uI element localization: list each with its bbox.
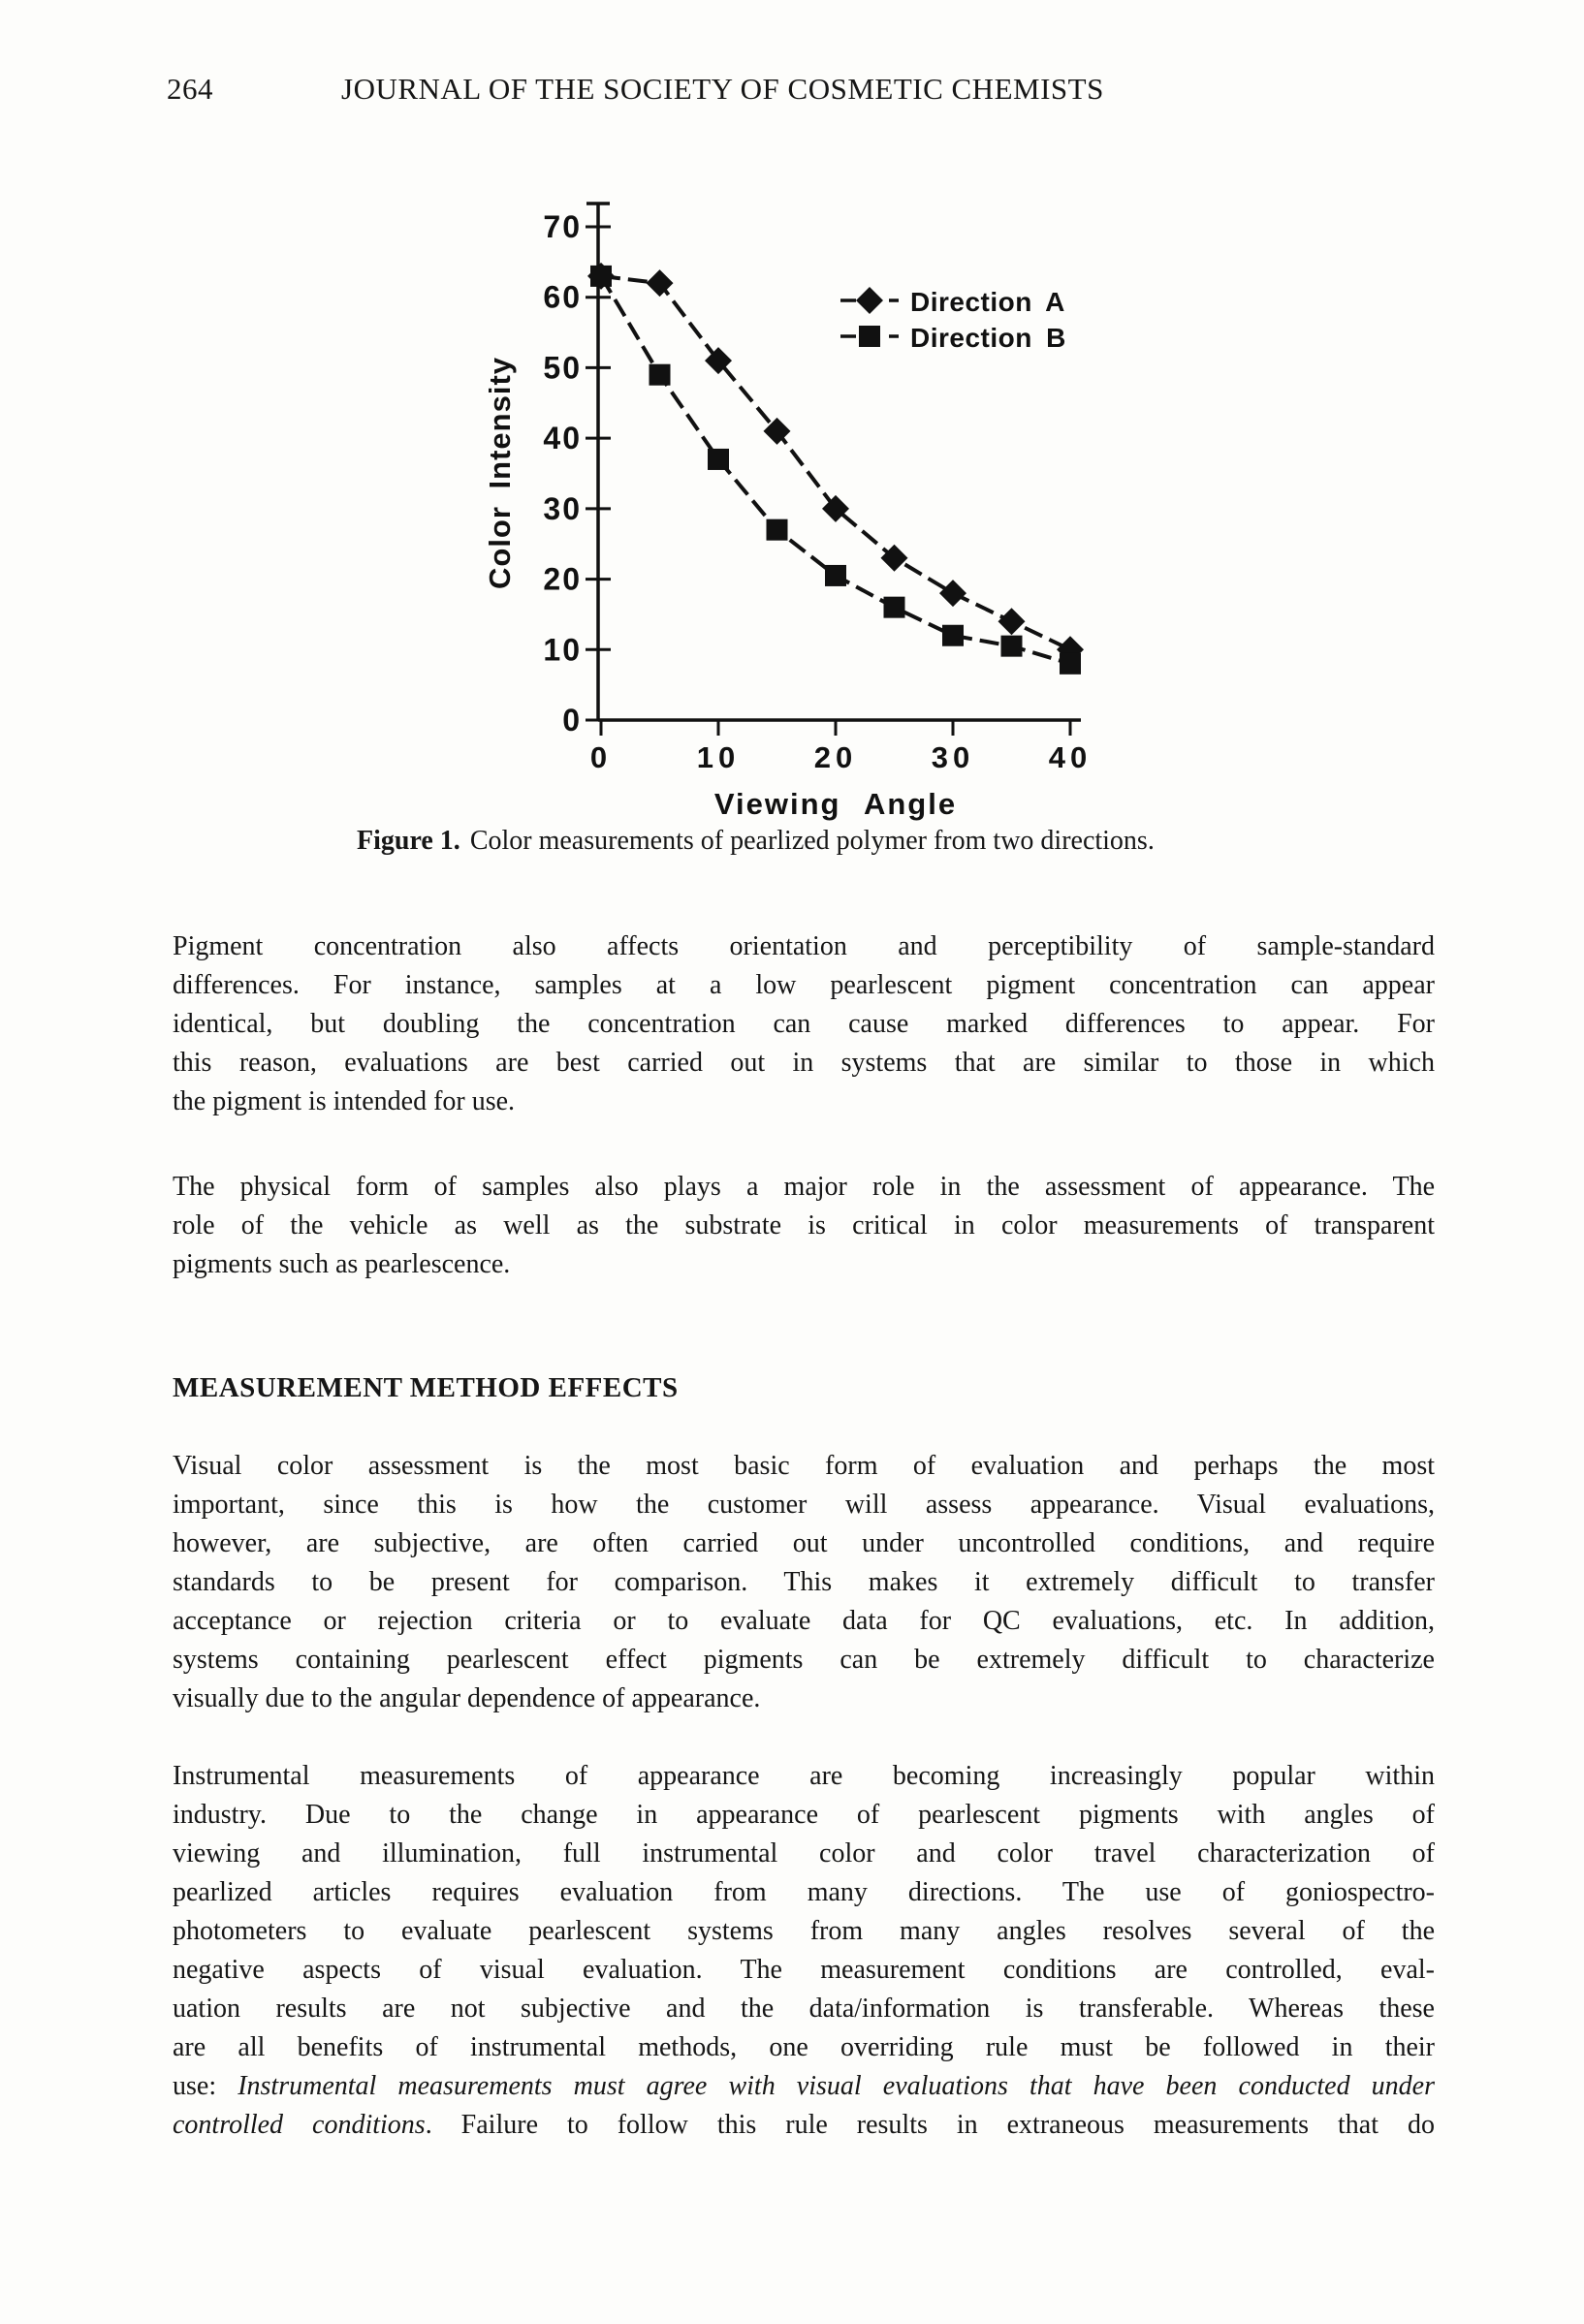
marker-square [942,625,964,646]
y-tick-label: 10 [543,632,582,668]
text-line [173,1990,1435,2028]
text-segment: negative aspects of visual evaluation. The measurement conditions are controlled, eval- [173,1955,1435,1985]
figure-caption-text: Color measurements of pearlized polymer from two directions. [469,826,1155,856]
legend-label: Direction B [910,323,1066,353]
text-line [173,1005,1435,1044]
text-line [173,966,1435,1005]
figure-1 [436,136,1134,833]
page-number: 264 [167,72,213,106]
text-segment: pigments such as pearlescence. [173,1249,511,1279]
text-segment: important, since this is how the customer will assess appearance. Visual evaluations, [173,1490,1435,1520]
text-segment: pearlized articles requires evaluation from many directions. The use of goniospectro- [173,1877,1435,1907]
marker-square [649,364,671,386]
text-line [173,1044,1435,1083]
text-line [173,1912,1435,1951]
text-segment: . Failure to follow this rule results in extraneous measurements that do [425,2110,1436,2140]
marker-square [1060,653,1081,675]
text-line [173,1796,1435,1835]
text-segment: industry. Due to the change in appearance of pearlescent pigments with angles of [173,1800,1435,1830]
text-segment: however, are subjective, are often carried out under uncontrolled conditions, and require [173,1528,1435,1558]
page-header [167,72,1104,107]
text-line [173,1207,1435,1245]
text-segment: Visual color assessment is the most basic form of evaluation and perhaps the most [173,1451,1435,1481]
figure-caption [357,826,1326,857]
marker-square [884,597,905,618]
text-line [173,1835,1435,1873]
paragraph [173,1168,1435,1284]
text-line [173,927,1435,966]
text-segment: identical, but doubling the concentration can cause marked differences to appear. For [173,1009,1435,1039]
text-line [173,1447,1435,1486]
legend-label: Direction A [910,287,1065,317]
text-segment: use: [173,2071,238,2101]
y-tick-label: 50 [543,350,582,386]
text-segment: differences. For instance, samples at a low pearlescent pigment concentration can appear [173,970,1435,1000]
x-axis-title: Viewing Angle [713,787,958,821]
figure-caption-label: Figure 1. [357,826,460,856]
paragraph [173,1447,1435,1718]
journal-title: JOURNAL OF THE SOCIETY OF COSMETIC CHEMISTS [341,72,1104,106]
x-tick-label: 0 [589,740,613,774]
text-segment: this reason, evaluations are best carried out in systems that are similar to those in which [173,1048,1435,1078]
y-tick-label: 20 [543,561,582,597]
y-tick-label: 0 [562,703,582,738]
marker-square [708,449,729,470]
x-tick-label: 20 [813,740,858,774]
text-segment: Pigment concentration also affects orientation and perceptibility of sample-standard [173,931,1435,961]
text-line [173,1602,1435,1641]
emphasized-text: controlled conditions [173,2110,426,2140]
marker-diamond [998,608,1026,635]
text-segment: Instrumental measurements of appearance are becoming increasingly popular within [173,1761,1435,1791]
text-segment: the pigment is intended for use. [173,1086,516,1116]
marker-diamond [939,580,966,607]
text-segment: visually due to the angular dependence of appearance. [173,1683,761,1713]
text-line [173,1873,1435,1912]
x-tick-label: 40 [1048,740,1093,774]
marker-square [859,326,880,347]
text-line [173,1951,1435,1990]
x-tick-label: 10 [696,740,741,774]
text-line [173,2028,1435,2067]
text-line [173,1563,1435,1602]
text-segment: photometers to evaluate pearlescent systems from many angles resolves several of the [173,1916,1435,1946]
paragraph [173,927,1435,1121]
text-line [173,1680,1435,1718]
figure1-line-chart [436,136,1134,833]
text-segment: acceptance or rejection criteria or to evaluate data for QC evaluations, etc. In addition, [173,1606,1435,1636]
text-line [173,1486,1435,1524]
y-tick-label: 40 [543,421,582,456]
text-line [173,1757,1435,1796]
text-line [173,1168,1435,1207]
emphasized-text: Instrumental measurements must agree with visual evaluations that have been conducted under [238,2071,1435,2101]
marker-diamond [856,287,883,314]
y-tick-label: 70 [543,209,582,244]
paragraph [173,1757,1435,2145]
text-line [173,1641,1435,1680]
text-segment: role of the vehicle as well as the substrate is critical in color measurements of transparent [173,1210,1435,1241]
y-axis-title: Color Intensity [483,356,517,590]
y-tick-label: 30 [543,490,582,526]
text-segment: viewing and illumination, full instrumental color and color travel characterization of [173,1838,1435,1869]
text-segment: uation results are not subjective and the data/information is transferable. Whereas these [173,1994,1435,2024]
marker-square [1001,636,1023,657]
text-segment: standards to be present for comparison. This makes it extremely difficult to transfer [173,1567,1435,1597]
marker-square [767,519,788,541]
text-line [173,2067,1435,2106]
text-line [173,1245,1435,1284]
text-line [173,2106,1435,2145]
y-tick-label: 60 [543,279,582,315]
article-body [173,927,1435,2145]
text-segment: are all benefits of instrumental methods, one overriding rule must be followed in their [173,2032,1435,2062]
text-segment: systems containing pearlescent effect pigments can be extremely difficult to characterize [173,1645,1435,1675]
text-line [173,1083,1435,1121]
text-segment: The physical form of samples also plays a major role in the assessment of appearance. The [173,1172,1435,1202]
section-heading: MEASUREMENT METHOD EFFECTS [173,1372,679,1403]
marker-square [825,565,846,586]
x-tick-label: 30 [931,740,975,774]
marker-square [590,266,612,287]
text-line [173,1524,1435,1563]
